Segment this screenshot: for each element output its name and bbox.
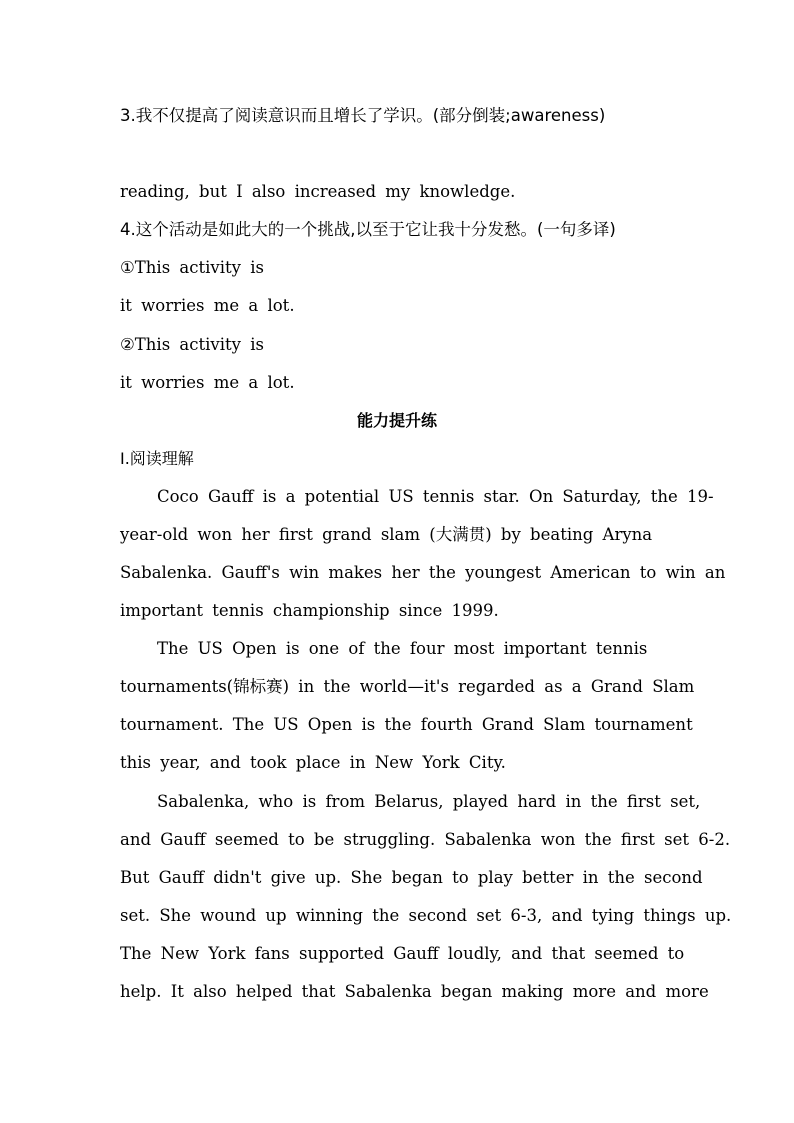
passage-line: set. She wound up winning the second set 6-3, and tying things up. <box>120 906 732 925</box>
question-4-prompt: 4.这个活动是如此大的一个挑战,以至于它让我十分发愁。(一句多译) <box>120 220 616 239</box>
passage-line: important tennis championship since 1999. <box>120 601 499 620</box>
question-3-prompt: 3.我不仅提高了阅读意识而且增长了学识。(部分倒装;awareness) <box>120 106 606 125</box>
subsection-title: Ⅰ.阅读理解 <box>120 449 194 468</box>
passage-line: Sabalenka, who is from Belarus, played hard in the first set, <box>157 792 701 811</box>
question-4-option-1-start: ①This activity is <box>120 258 264 277</box>
passage-line: this year, and took place in New York City. <box>120 753 506 772</box>
passage-line: The New York fans supported Gauff loudly, and that seemed to <box>120 944 685 963</box>
question-4-option-2-start: ②This activity is <box>120 335 264 354</box>
section-heading: 能力提升练 <box>356 411 437 430</box>
passage-line: tournament. The US Open is the fourth Grand Slam tournament <box>120 715 693 734</box>
question-3-answer-tail: reading, but I also increased my knowledge. <box>120 182 516 201</box>
passage-line: help. It also helped that Sabalenka began making more and more <box>120 982 709 1001</box>
question-4-option-1-end: it worries me a lot. <box>120 296 295 315</box>
passage-line: and Gauff seemed to be struggling. Sabalenka won the first set 6-2. <box>120 830 731 849</box>
passage-line: The US Open is one of the four most important tennis <box>157 639 648 658</box>
passage-line: Sabalenka. Gauff's win makes her the youngest American to win an <box>120 563 726 582</box>
passage-line: tournaments(锦标赛) in the world—it's regarded as a Grand Slam <box>120 677 695 696</box>
question-4-option-2-end: it worries me a lot. <box>120 373 295 392</box>
passage-line: Coco Gauff is a potential US tennis star. On Saturday, the 19- <box>157 487 714 506</box>
passage-line: year-old won her first grand slam (大满贯) by beating Aryna <box>120 525 653 544</box>
passage-line: But Gauff didn't give up. She began to play better in the second <box>120 868 703 887</box>
